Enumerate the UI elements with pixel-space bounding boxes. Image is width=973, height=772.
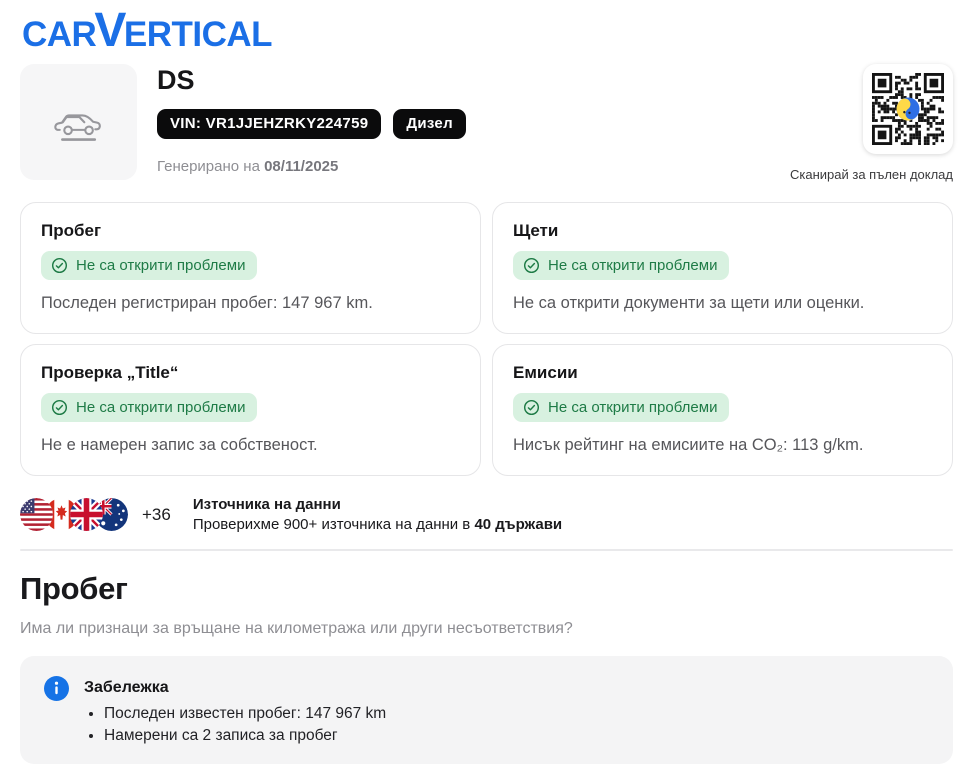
vin-badge: VIN: VR1JJEHZRKY224759 <box>157 109 381 139</box>
summary-cards <box>20 202 953 476</box>
generated-label: Генерирано на <box>157 158 260 175</box>
check-circle-icon <box>51 399 68 416</box>
status-badge <box>513 251 729 280</box>
note-item-records: • Намерени са 2 записа за пробег <box>104 725 386 747</box>
note-title: Забележка <box>84 679 169 696</box>
logo-v-checkmark: V <box>94 4 126 57</box>
section-divider <box>20 549 953 551</box>
generated-value: 08/11/2025 <box>264 158 339 175</box>
subtitle-prefix: Проверихме 900+ източника на данни в <box>192 516 471 533</box>
mileage-section-title: Пробег <box>20 571 128 606</box>
summary-card-title-check[interactable] <box>20 344 481 476</box>
info-icon <box>44 676 69 701</box>
vehicle-info <box>157 64 790 182</box>
status-badge <box>41 393 257 422</box>
qr-section <box>790 64 953 182</box>
card-description: Нисък рейтинг на емисиите на CO₂: 113 g/km. <box>513 436 864 454</box>
card-description: Не са открити документи за щети или оценки. <box>513 294 865 312</box>
data-sources <box>20 496 953 533</box>
status-badge <box>513 393 729 422</box>
qr-caption: Сканирай за пълен доклад <box>790 167 953 182</box>
vehicle-badges <box>157 109 790 139</box>
data-sources-subtitle <box>193 516 562 533</box>
status-badge <box>41 251 257 280</box>
logo-text-car: CAR <box>22 15 97 54</box>
data-sources-title: Източника на данни <box>192 496 341 513</box>
summary-card-emissions[interactable] <box>492 344 953 476</box>
vehicle-photo-placeholder <box>20 64 137 180</box>
car-icon <box>51 100 107 144</box>
note-content <box>84 676 386 748</box>
uk-flag-icon <box>70 498 103 531</box>
check-circle-icon <box>523 257 540 274</box>
status-text: Не са открити проблеми <box>548 257 718 274</box>
subtitle-countries: 40 държави <box>474 516 563 533</box>
note-list <box>84 703 386 748</box>
vehicle-title: DS <box>157 65 195 95</box>
carvertical-logo[interactable] <box>22 4 953 57</box>
status-text: Не са открити проблеми <box>76 257 246 274</box>
card-title: Емисии <box>513 363 578 382</box>
fuel-type-badge: Дизел <box>393 109 466 139</box>
extra-countries-count: +36 <box>142 504 171 524</box>
card-title: Проверка „Title“ <box>41 363 179 382</box>
summary-card-mileage[interactable] <box>20 202 481 334</box>
generated-date <box>157 158 790 175</box>
vehicle-header <box>20 64 953 182</box>
mileage-question: Има ли признаци за връщане на километража или други несъответствия? <box>20 620 573 637</box>
status-text: Не са открити проблеми <box>76 399 246 416</box>
check-circle-icon <box>523 399 540 416</box>
qr-code <box>872 73 944 145</box>
check-circle-icon <box>51 257 68 274</box>
note-box <box>20 656 953 764</box>
data-sources-text <box>193 496 562 533</box>
logo-text-ertical: ERTICAL <box>123 15 272 54</box>
card-title: Щети <box>513 221 559 240</box>
note-item-last-mileage: • Последен известен пробег: 147 967 km <box>104 703 386 725</box>
us-flag-icon <box>20 498 53 531</box>
card-description: Последен регистриран пробег: 147 967 km. <box>41 294 373 312</box>
status-text: Не са открити проблеми <box>548 399 718 416</box>
card-description: Не е намерен запис за собственост. <box>41 436 318 454</box>
summary-card-damage[interactable] <box>492 202 953 334</box>
card-title: Пробег <box>41 221 102 240</box>
country-flags <box>20 498 128 531</box>
qr-card <box>863 64 953 154</box>
